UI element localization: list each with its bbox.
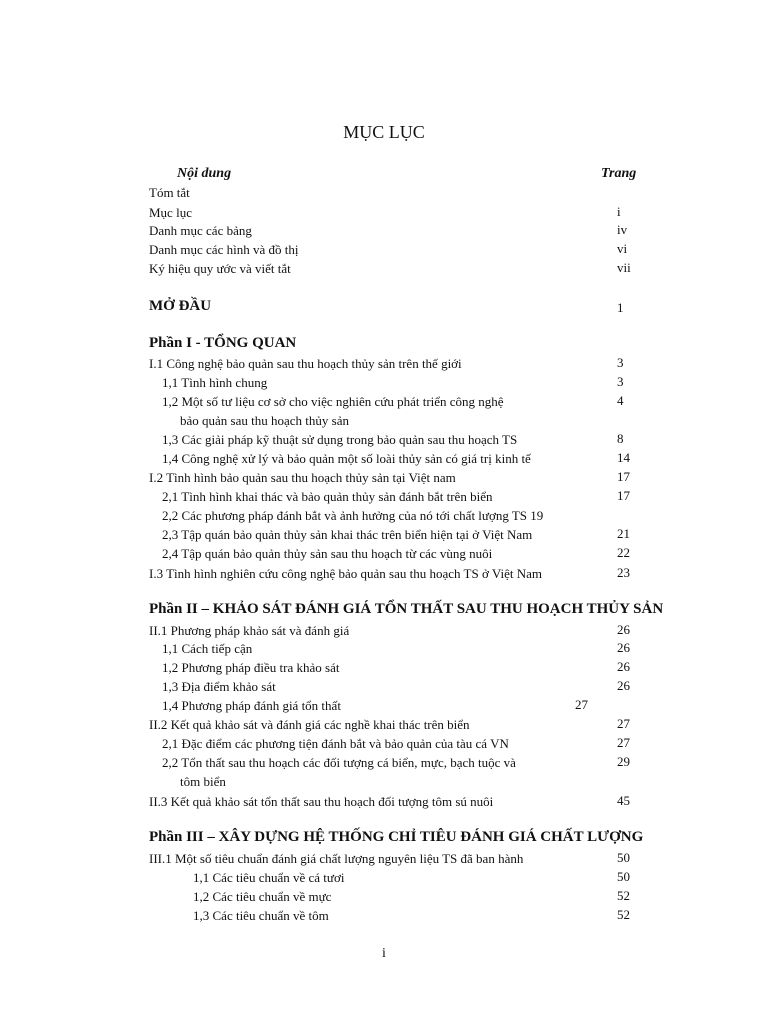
toc-page-number: vi	[617, 241, 628, 256]
toc-page-number: 4	[617, 393, 624, 408]
toc-page-number: 1	[617, 300, 624, 315]
page-number-footer: i	[382, 946, 386, 961]
toc-page-number: i	[617, 204, 621, 219]
toc-entry: I.3 Tình hình nghiên cứu công nghệ bảo quản sau thu hoạch TS ở Việt Nam	[149, 566, 542, 581]
toc-entry: 1,2 Các tiêu chuẩn về mực	[193, 889, 332, 904]
toc-page-number: vii	[617, 260, 631, 275]
toc-entry: 2,2 Tổn thất sau thu hoạch các đối tượng cá biển, mực, bạch tuộc và	[162, 755, 516, 770]
toc-page-number: 45	[617, 793, 630, 808]
toc-entry: bảo quản sau thu hoạch thủy sản	[180, 413, 349, 428]
toc-entry: I.2 Tình hình bảo quản sau thu hoạch thủy sản tại Việt nam	[149, 470, 456, 485]
toc-entry: tôm biển	[180, 774, 226, 789]
toc-entry: 1,4 Công nghệ xử lý và bảo quản một số loài thủy sản có giá trị kinh tế	[162, 451, 531, 466]
toc-entry: Tóm tắt	[149, 185, 190, 200]
toc-entry: Ký hiệu quy ước và viết tắt	[149, 261, 291, 276]
toc-entry: 2,2 Các phương pháp đánh bắt và ảnh hưởng của nó tới chất lượng TS 19	[162, 508, 544, 523]
toc-page-number: 26	[617, 640, 630, 655]
part-heading: Phần III – XÂY DỰNG HỆ THỐNG CHỈ TIÊU ĐÁNH GIÁ CHẤT LƯỢNG	[149, 829, 644, 845]
toc-entry: Danh mục các hình và đồ thị	[149, 242, 299, 257]
toc-entry: 2,3 Tập quán bảo quản thủy sản khai thác trên biển hiện tại ở Việt Nam	[162, 527, 533, 542]
toc-entry: 1,1 Cách tiếp cận	[162, 641, 253, 656]
toc-page-number: 50	[617, 850, 630, 865]
toc-entry: 1,1 Các tiêu chuẩn về cá tươi	[193, 870, 345, 885]
toc-page-number: iv	[617, 222, 628, 237]
page-column-header: Trang	[601, 166, 637, 181]
toc-page-number: 50	[617, 869, 630, 884]
toc-page-number: 14	[617, 450, 630, 465]
toc-page-number: 3	[617, 374, 624, 389]
section-heading-intro: MỞ ĐẦU	[149, 298, 212, 314]
page-title: MỤC LỤC	[343, 122, 425, 142]
toc-page-number: 8	[617, 431, 624, 446]
toc-page-number: 27	[575, 697, 588, 712]
toc-entry: III.1 Một số tiêu chuẩn đánh giá chất lượng nguyên liệu TS đã ban hành	[149, 851, 524, 866]
toc-page-number: 17	[617, 488, 630, 503]
toc-page-number: 26	[617, 659, 630, 674]
toc-entry: II.2 Kết quả khảo sát và đánh giá các nghề khai thác trên biển	[149, 717, 470, 732]
toc-page-number: 52	[617, 907, 630, 922]
toc-page-number: 21	[617, 526, 630, 541]
toc-entry: I.1 Công nghệ bảo quản sau thu hoạch thủy sản trên thế giới	[149, 356, 462, 371]
part-heading: Phần II – KHẢO SÁT ĐÁNH GIÁ TỔN THẤT SAU THU HOẠCH THỦY SẢN	[149, 601, 664, 617]
toc-page-number: 17	[617, 469, 630, 484]
toc-entry: 2,1 Đặc điểm các phương tiện đánh bắt và bảo quản của tàu cá VN	[162, 736, 509, 751]
toc-page-number: 26	[617, 622, 630, 637]
toc-entry: 1,1 Tình hình chung	[162, 375, 268, 390]
toc-entry: II.3 Kết quả khảo sát tổn thất sau thu hoạch đối tượng tôm sú nuôi	[149, 794, 494, 809]
toc-page-number: 27	[617, 735, 630, 750]
toc-entry: 2,4 Tập quán bảo quản thủy sản sau thu hoạch từ các vùng nuôi	[162, 546, 493, 561]
toc-page-number: 22	[617, 545, 630, 560]
toc-page-number: 27	[617, 716, 630, 731]
toc-entry: 1,3 Địa điểm khảo sát	[162, 679, 276, 694]
toc-entry: 1,3 Các tiêu chuẩn về tôm	[193, 908, 329, 923]
toc-entry: 1,2 Một số tư liệu cơ sở cho việc nghiên cứu phát triển công nghệ	[162, 394, 504, 409]
toc-page-number: 23	[617, 565, 630, 580]
part-heading: Phần I - TỔNG QUAN	[149, 335, 297, 351]
toc-entry: Mục lục	[149, 205, 192, 220]
toc-entry: II.1 Phương pháp khảo sát và đánh giá	[149, 623, 350, 638]
toc-entry: Danh mục các bảng	[149, 223, 252, 238]
toc-entry: 1,4 Phương pháp đánh giá tổn thất	[162, 698, 341, 713]
toc-page-number: 52	[617, 888, 630, 903]
toc-entry: 1,2 Phương pháp điều tra khảo sát	[162, 660, 340, 675]
toc-entry: 1,3 Các giải pháp kỹ thuật sử dụng trong bảo quản sau thu hoạch TS	[162, 432, 518, 447]
toc-page-number: 3	[617, 355, 624, 370]
content-column-header: Nội dung	[177, 166, 232, 181]
toc-page-number: 29	[617, 754, 630, 769]
toc-entry: 2,1 Tình hình khai thác và bảo quản thủy sản đánh bắt trên biển	[162, 489, 493, 504]
toc-page-number: 26	[617, 678, 630, 693]
